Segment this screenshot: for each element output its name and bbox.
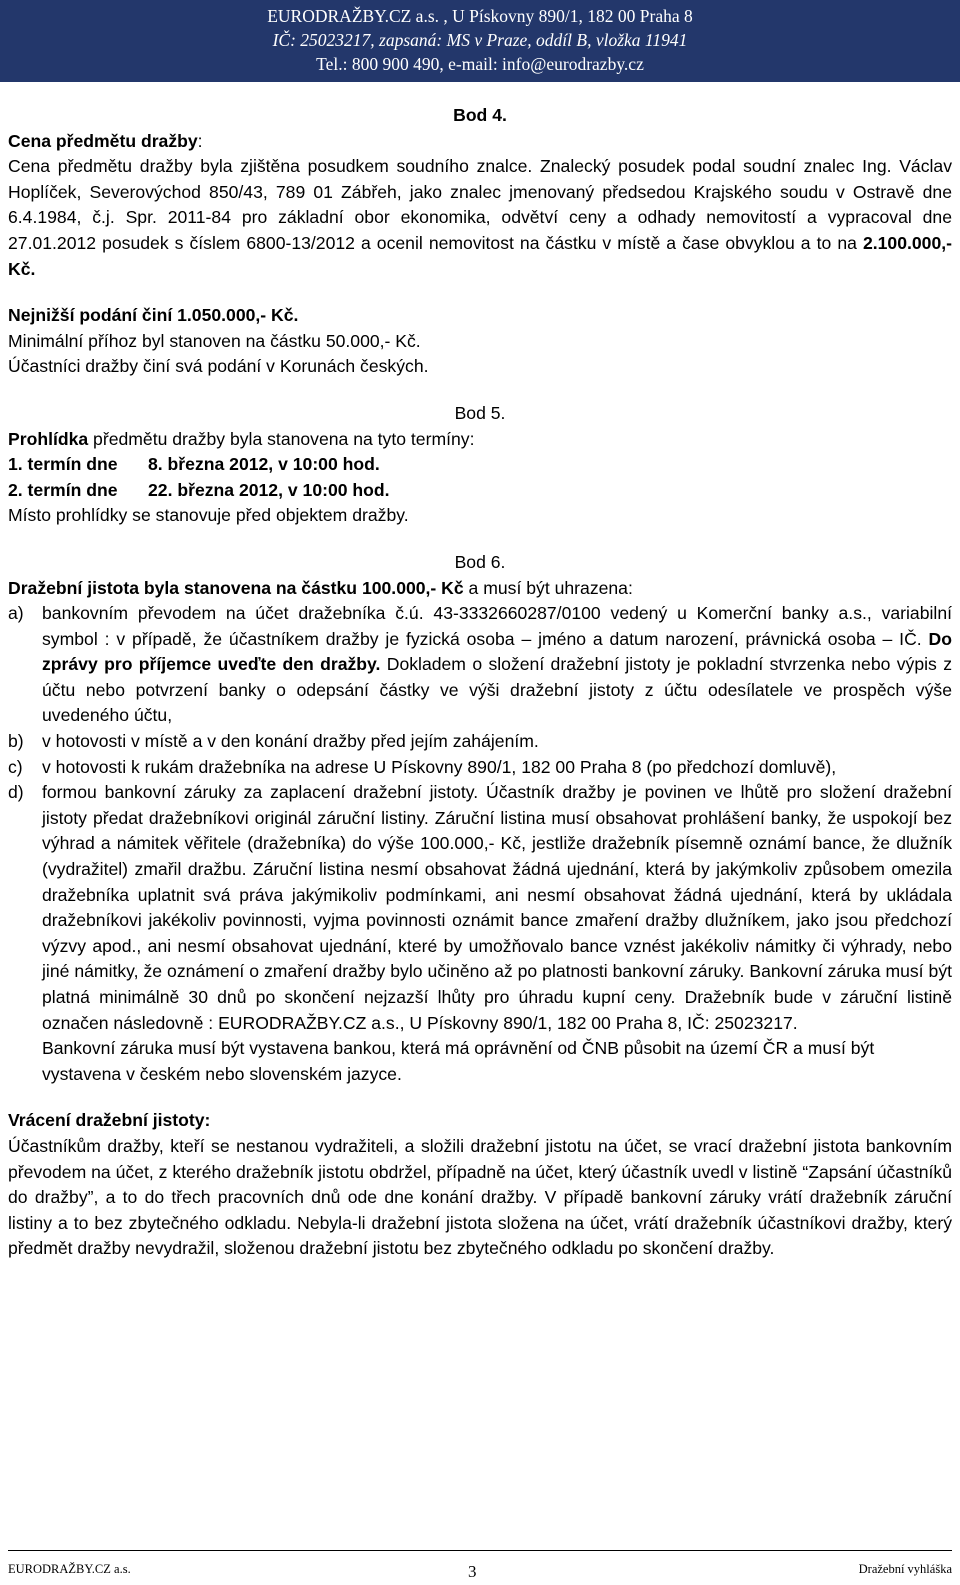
option-text-part-2: Dokladem o složení dražební jistoty je pokladní stvrzenka nebo výpis z účtu nebo potvrzení banky o odepsání částky ve výši dražební jistoty z účtu odesílatele ve prospěch výše uvedeného účtu, xyxy=(42,654,952,726)
refund-paragraph: Účastníkům dražby, kteří se nestanou vydražiteli, a složili dražební jistotu na účet, se vrací dražební jistota bankovním převodem na účet, z kterého dražebník jistotu obdržel, případně na účet, který účastník uvedl v listině “Zapsání účastníků do dražby”, a to do třech pracovních dnů ode dne konání dražby. V případě bankovní záruky vrátí dražebník záruční listiny a to bez zbytečného odkladu. Nebyla-li dražební jistota složena na účet, vrátí dražebník účastníkovi dražby, který předmět dražby nevydražil, složenou dražební jistotu bez zbytečného odkladu po skončení dražby. xyxy=(8,1135,952,1259)
min-increment: Minimální příhoz byl stanoven na částku 50.000,- Kč. xyxy=(8,330,421,351)
spacer xyxy=(8,1087,952,1108)
option-text-bold: Do zprávy pro příjemce uveďte den dražby. xyxy=(42,628,952,675)
bod-4-title xyxy=(8,129,952,155)
option-text-part-1: formou bankovní záruky za zaplacení dražební jistoty. Účastník dražby je povinen ve lhůtě pro složení dražební jistoty předat dražebníkovi originál záruční listiny. Záruční listina musí obsahovat prohlášení banky, že uspokojí bez výhrad a námitek věřitele (dražebníka) do výše 100.000,- Kč, jestliže dražebník písemně oznámí bance, že dlužník (vydražitel) zmařil dražbu. Záruční listina nesmí obsahovat žádná ujednání, která by jakýmkoliv způsobem omezila dražebníka uplatnit svá práva jakýmikoliv podmínkami, ani nesmí obsahovat žádná ujednání, která by ukládala dražebníkovi jakékoliv povinnosti, vyjma povinnosti oznámit bance zmaření dražby dlužníkem, jako jsou předchozí výzvy apod., ani nesmí obsahovat ujednání, které by umožňovalo bance vznést jakékoliv námitky či výhrady, nebo jiné námitky, že oznámení o zmaření dražby bylo učiněno až po platnosti bankovní záruky. Bankovní záruka musí být platná minimálně 30 dnů po skončení nejzazší lhůty pro úhradu kupní ceny. Dražebník bude v záruční listině označen následovně : EURODRAŽBY.CZ a.s., U Pískovny 890/1, 182 00 Praha 8, IČ: 25023217. xyxy=(42,782,952,1033)
deposit-option-d xyxy=(8,780,952,1087)
price-amount: 2.100.000,- Kč. xyxy=(8,232,952,279)
letterhead-line-2: IČ: 25023217, zapsaná: MS v Praze, oddíl B, vložka 11941 xyxy=(272,30,688,50)
page-number: 3 xyxy=(468,1562,477,1581)
option-text-part-2: Bankovní záruka musí být vystavena bankou, která má oprávnění od ČNB působit na území ČR a musí být vystavena v českém nebo slovenském jazyce. xyxy=(42,1038,875,1084)
page-footer xyxy=(8,1550,952,1581)
bod-4-heading: Bod 4. xyxy=(453,105,507,125)
deposit-option-c xyxy=(8,755,952,781)
deposit-intro xyxy=(8,576,952,602)
letterhead xyxy=(0,0,960,82)
option-label: d) xyxy=(8,782,24,803)
option-text: v hotovosti v místě a v den konání dražby před jejím zahájením. xyxy=(42,731,539,752)
option-text: v hotovosti k rukám dražebníka na adrese U Pískovny 890/1, 182 00 Praha 8 (po předchozí domluvě), xyxy=(42,756,837,777)
letterhead-line-3: Tel.: 800 900 490, e-mail: info@eurodrazby.cz xyxy=(316,54,644,74)
refund-title: Vrácení dražební jistoty: xyxy=(8,1110,211,1131)
section-bod-4 xyxy=(8,103,952,380)
deposit-intro-bold: Dražební jistota byla stanovena na částku 100.000,- Kč xyxy=(8,577,464,598)
bod-5-heading: Bod 5. xyxy=(454,402,506,423)
deposit-option-b xyxy=(8,729,952,755)
document-body xyxy=(8,103,952,1262)
option-text xyxy=(42,780,952,1087)
option-text xyxy=(42,601,952,729)
price-paragraph-text: Cena předmětu dražby byla zjištěna posudkem soudního znalce. Znalecký posudek podal soudní znalec Ing. Václav Hoplíček, Severovýchod 850/43, 789 01 Zábřeh, jako znalec jmenovaný předsedou Krajského soudu v Ostravě dne 6.4.1984, č.j. Spr. 2011-84 pro základní obor ekonomika, odvětví ceny a odhady nemovitostí a vypracoval dne 27.01.2012 posudek s číslem 6800-13/2012 a ocenil nemovitost na částku v místě a čase obvyklou a to na xyxy=(8,156,952,253)
option-label: c) xyxy=(8,756,23,777)
currency-note: Účastníci dražby činí svá podání v Korunách českých. xyxy=(8,356,429,377)
term-date: 22. března 2012, v 10:00 hod. xyxy=(148,479,390,500)
price-paragraph xyxy=(8,154,952,282)
bod-4-title-colon: : xyxy=(197,130,203,151)
term-label: 1. termín dne xyxy=(8,454,118,475)
bod-6-heading: Bod 6. xyxy=(454,551,506,572)
spacer xyxy=(8,380,952,401)
section-refund xyxy=(8,1108,952,1262)
inspection-term-1 xyxy=(8,452,952,478)
term-date: 8. března 2012, v 10:00 hod. xyxy=(148,454,380,475)
deposit-intro-rest: a musí být uhrazena: xyxy=(463,577,633,598)
lowest-bid: Nejnižší podání činí 1.050.000,- Kč. xyxy=(8,305,299,326)
term-label: 2. termín dne xyxy=(8,479,118,500)
inspection-term-2 xyxy=(8,478,952,504)
footer-company: EURODRAŽBY.CZ a.s. xyxy=(8,1562,131,1576)
section-bod-5 xyxy=(8,401,952,529)
inspection-intro-rest: předmětu dražby byla stanovena na tyto termíny: xyxy=(88,428,475,449)
section-bod-6 xyxy=(8,550,952,1087)
bod-4-title-bold: Cena předmětu dražby xyxy=(8,130,198,151)
option-label: a) xyxy=(8,603,24,624)
footer-document-name: Dražební vyhláška xyxy=(858,1562,952,1576)
option-label: b) xyxy=(8,731,24,752)
letterhead-line-1: EURODRAŽBY.CZ a.s. , U Pískovny 890/1, 182 00 Praha 8 xyxy=(267,6,693,26)
spacer xyxy=(8,282,952,303)
option-text-part-1: bankovním převodem na účet dražebníka č.ú. 43-3332660287/0100 vedený u Komerční banky a.s., variabilní symbol : v případě, že účastníkem dražby je fyzická osoba – jméno a datum narození, právnická osoba – IČ. xyxy=(42,603,952,649)
deposit-option-a xyxy=(8,601,952,729)
inspection-place: Místo prohlídky se stanovuje před objektem dražby. xyxy=(8,505,409,526)
inspection-intro-bold: Prohlídka xyxy=(8,428,89,449)
spacer xyxy=(8,529,952,550)
inspection-intro xyxy=(8,427,952,453)
